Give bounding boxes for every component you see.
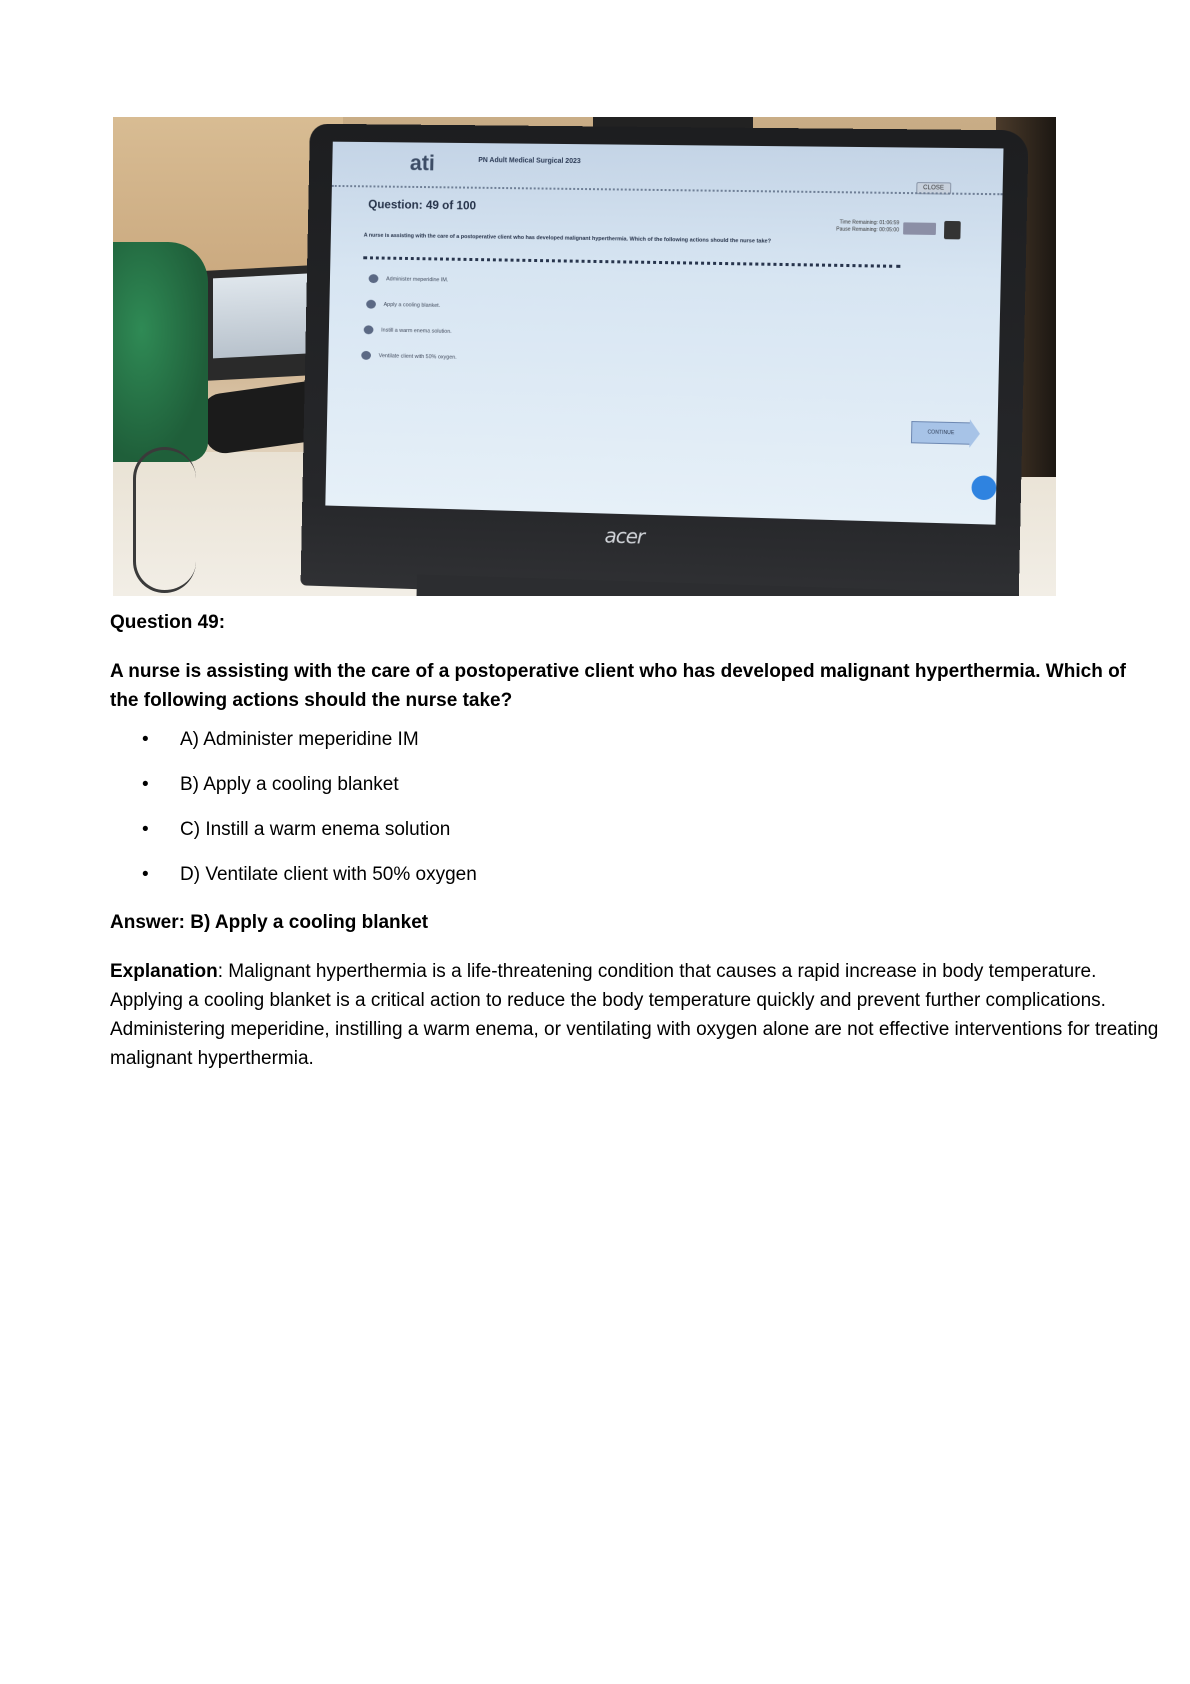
radio-icon[interactable] bbox=[364, 325, 374, 334]
radio-icon[interactable] bbox=[369, 274, 379, 283]
chat-icon[interactable] bbox=[971, 475, 996, 500]
keyboard-edge bbox=[416, 574, 1018, 596]
close-button[interactable]: CLOSE bbox=[916, 182, 951, 195]
screen-option[interactable]: Instill a warm enema solution. bbox=[364, 325, 452, 336]
question-counter: Question: 49 of 100 bbox=[368, 197, 477, 213]
screen-question-text: A nurse is assisting with the care of a postoperative client who has developed malignant hyperthermia. Which of the following actions should the nurse take? bbox=[363, 232, 772, 245]
option-list bbox=[110, 730, 477, 910]
laptop bbox=[301, 124, 1029, 596]
list-item bbox=[110, 730, 477, 775]
question-heading: Question 49: bbox=[110, 612, 226, 633]
pause-remaining: Pause Remaining: 00:05:00 bbox=[836, 226, 900, 234]
timer bbox=[836, 219, 899, 234]
bullet-icon: • bbox=[142, 864, 149, 885]
laptop-screen bbox=[325, 142, 1003, 525]
explanation-body: : Malignant hyperthermia is a life-threatening condition that causes a rapid increase in body temperature. Applying a cooling blanket is a critical action to reduce the body temperature quickly and prevent further complications. Administering meperidine, instilling a warm enema, or ventilating with oxygen alone are not effective interventions for treating malignant hyperthermia. bbox=[110, 961, 1159, 1069]
calculator-icon[interactable] bbox=[944, 221, 961, 239]
time-remaining: Time Remaining: 01:06:59 bbox=[839, 219, 900, 227]
person-sleeve bbox=[113, 242, 208, 462]
cable bbox=[133, 447, 196, 593]
bullet-icon: • bbox=[142, 729, 149, 750]
list-item bbox=[110, 865, 477, 910]
acer-logo: acer bbox=[604, 523, 645, 549]
option-text: A) Administer meperidine IM bbox=[180, 729, 419, 750]
pause-button[interactable] bbox=[903, 222, 936, 235]
list-item bbox=[110, 775, 477, 820]
list-item bbox=[110, 820, 477, 865]
bullet-icon: • bbox=[142, 819, 149, 840]
screen-option[interactable]: Administer meperidine IM. bbox=[369, 274, 449, 284]
screen-option[interactable]: Apply a cooling blanket. bbox=[366, 300, 440, 310]
exam-title: PN Adult Medical Surgical 2023 bbox=[478, 157, 581, 166]
continue-button[interactable]: CONTINUE bbox=[911, 421, 971, 445]
question-stem: A nurse is assisting with the care of a postoperative client who has developed malignant hyperthermia. Which of the following actions should the nurse take? bbox=[110, 661, 1127, 711]
exam-photo bbox=[113, 117, 1056, 596]
exam-header bbox=[332, 142, 1004, 190]
explanation bbox=[110, 957, 1160, 1073]
radio-icon[interactable] bbox=[361, 351, 371, 360]
option-text: D) Ventilate client with 50% oxygen bbox=[180, 864, 477, 885]
explanation-label: Explanation bbox=[110, 961, 218, 982]
question-divider bbox=[363, 256, 900, 268]
option-text: C) Instill a warm enema solution bbox=[180, 819, 451, 840]
answer: Answer: B) Apply a cooling blanket bbox=[110, 912, 429, 933]
screen-option[interactable]: Ventilate client with 50% oxygen. bbox=[361, 351, 457, 362]
option-text: B) Apply a cooling blanket bbox=[180, 774, 399, 795]
radio-icon[interactable] bbox=[366, 300, 376, 309]
bullet-icon: • bbox=[142, 774, 149, 795]
ati-logo: ati bbox=[409, 150, 436, 176]
